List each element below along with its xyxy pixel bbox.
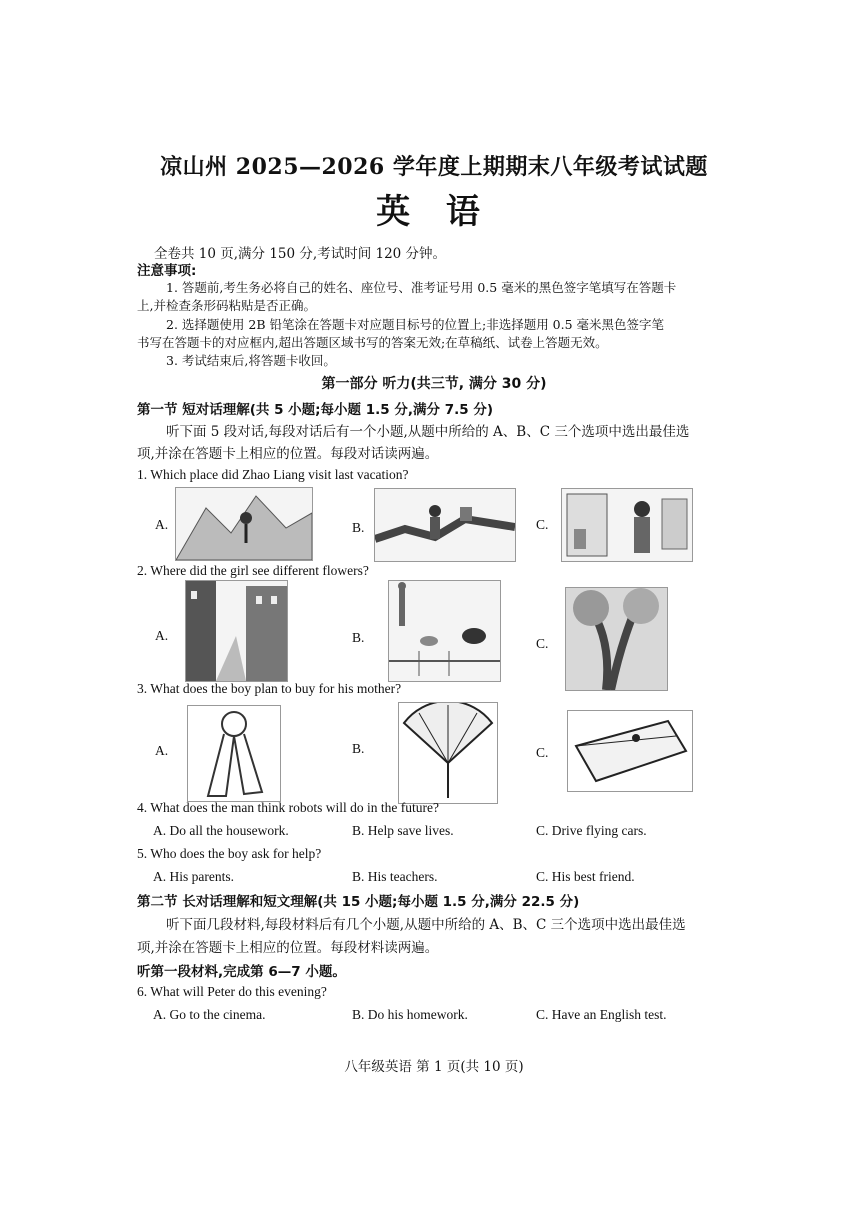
- notice-line-1a: 1. 答题前,考生务必将自己的姓名、座位号、准考证号用 0.5 毫米的黑色签字笔填写在答题卡: [166, 280, 677, 295]
- wallet-image: [567, 710, 693, 792]
- notice-line-2a: 2. 选择题使用 2B 铅笔涂在答题卡对应题目标号的位置上;非选择题用 0.5 毫米黑色签字笔: [166, 317, 665, 332]
- question-5-option-b: B. His teachers.: [352, 869, 438, 884]
- question-1-option-a: A.: [155, 517, 169, 532]
- section1-instruction-b: 项,并涂在答题卡上相应的位置。每段对话读两遍。: [137, 446, 439, 462]
- question-2-option-a: A.: [155, 628, 169, 643]
- question-5-option-c: C. His best friend.: [536, 869, 635, 884]
- section2-heading: 第二节 长对话理解和短文理解(共 15 小题;每小题 1.5 分,满分 22.5 分): [137, 894, 580, 910]
- question-4-stem: 4. What does the man think robots will do in the future?: [137, 800, 439, 815]
- notice-line-2b: 书写在答题卡的对应框内,超出答题区域书写的答案无效;在草稿纸、试卷上答题无效。: [137, 335, 608, 350]
- page-footer: 八年级英语 第 1 页(共 10 页): [344, 1059, 524, 1075]
- question-3-option-a: A.: [155, 743, 169, 758]
- notice-heading: 注意事项:: [137, 263, 197, 279]
- city-street-image: [185, 580, 288, 682]
- question-6-option-c: C. Have an English test.: [536, 1007, 667, 1022]
- material-1-heading: 听第一段材料,完成第 6—7 小题。: [137, 964, 346, 980]
- section2-instruction-b: 项,并涂在答题卡上相应的位置。每段材料读两遍。: [137, 940, 439, 956]
- question-1-stem: 1. Which place did Zhao Liang visit last vacation?: [137, 467, 409, 482]
- notice-line-3: 3. 考试结束后,将答题卡收回。: [166, 353, 336, 368]
- question-5-stem: 5. Who does the boy ask for help?: [137, 846, 322, 861]
- question-1-option-c: C.: [536, 517, 549, 532]
- forest-image: [565, 587, 668, 691]
- question-6-stem: 6. What will Peter do this evening?: [137, 984, 327, 999]
- question-2-option-c: C.: [536, 636, 549, 651]
- question-4-option-b: B. Help save lives.: [352, 823, 454, 838]
- question-3-option-c: C.: [536, 745, 549, 760]
- question-6-option-a: A. Go to the cinema.: [153, 1007, 266, 1022]
- great-wall-image: [374, 488, 516, 562]
- question-1-option-b: B.: [352, 520, 365, 535]
- exam-info: 全卷共 10 页,满分 150 分,考试时间 120 分钟。: [154, 246, 447, 262]
- question-5-option-a: A. His parents.: [153, 869, 234, 884]
- section1-instruction-a: 听下面 5 段对话,每段对话后有一个小题,从题中所给的 A、B、C 三个选项中选出最佳选: [166, 424, 690, 440]
- question-4-option-c: C. Drive flying cars.: [536, 823, 647, 838]
- part1-heading: 第一部分 听力(共三节, 满分 30 分): [321, 376, 547, 392]
- section2-instruction-a: 听下面几段材料,每段材料后有几个小题,从题中所给的 A、B、C 三个选项中选出最佳选: [166, 917, 686, 933]
- scarf-image: [187, 705, 281, 802]
- question-3-stem: 3. What does the boy plan to buy for his mother?: [137, 681, 402, 696]
- folding-fan-image: [398, 702, 498, 804]
- subject-title: 英 语: [376, 192, 492, 232]
- question-2-option-b: B.: [352, 630, 365, 645]
- question-3-option-b: B.: [352, 741, 365, 756]
- mountain-climbing-image: [175, 487, 313, 561]
- zoo-image: [388, 580, 501, 682]
- question-2-stem: 2. Where did the girl see different flowers?: [137, 563, 369, 578]
- question-6-option-b: B. Do his homework.: [352, 1007, 468, 1022]
- question-4-option-a: A. Do all the housework.: [153, 823, 289, 838]
- section1-heading: 第一节 短对话理解(共 5 小题;每小题 1.5 分,满分 7.5 分): [137, 402, 493, 418]
- exam-title: 凉山州 2025—2026 学年度上期期末八年级考试试题: [160, 154, 708, 180]
- notice-line-1b: 上,并检查条形码粘贴是否正确。: [137, 298, 316, 313]
- museum-image: [561, 488, 693, 562]
